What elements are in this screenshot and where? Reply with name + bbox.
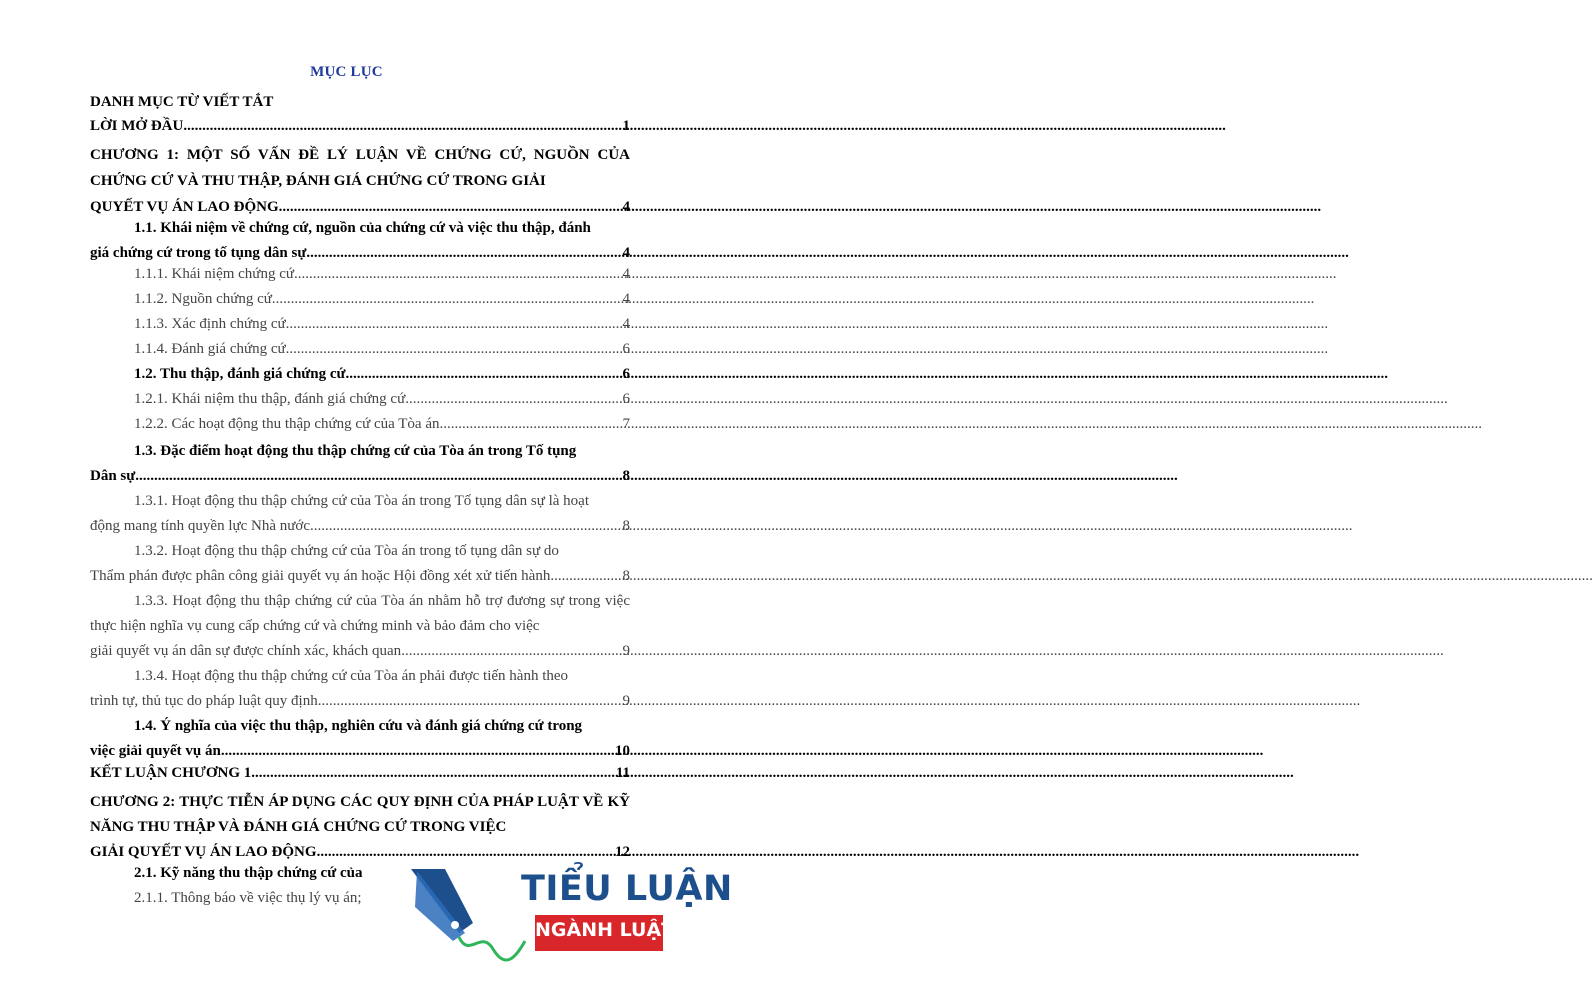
page-number: 6 [622,341,630,357]
logo-line-1: TIỂU LUẬN [521,869,733,909]
page-number: 8 [622,468,630,484]
page-number: 4 [622,316,630,332]
logo-line-2: NGÀNH LUẬT [535,919,675,941]
page-number: 7 [622,416,630,432]
page-number: 6 [622,391,630,407]
toc-entry-text: 1.2.2. Các hoạt động thu thập chứng cứ của Tòa án [134,416,440,432]
toc-entry-text: LỜI MỞ ĐẦU [90,118,184,134]
dot-leader [405,391,621,408]
toc-entry-text: 1.3.3. Hoạt động thu thập chứng cứ của Tòa án nhằm hỗ trợ đương sự trong việc thực hiện nghĩa vụ cung cấp chứng cứ và chứng minh và bảo đảm cho việc [90,593,630,634]
toc-entry-1-3-3[interactable] [90,589,630,664]
toc-entry-text-last-line: Thẩm phán được phân công giải quyết vụ án hoặc Hội đồng xét xử tiến hành [90,568,551,584]
page-number: 9 [622,693,630,709]
toc-entry-chapter-2[interactable] [90,790,630,865]
toc-entry-1-3[interactable] [90,439,630,489]
toc-entry-text-last-line: giá chứng cứ trong tố tụng dân sự [90,245,307,261]
dot-leader [346,366,622,383]
toc-entry-chapter-1[interactable] [90,142,630,220]
toc-entry-chapter-1-conclusion[interactable] [90,765,630,782]
toc-title: MỤC LỤC [310,64,383,80]
page-number: 8 [622,518,630,534]
toc-entry-1-1-4[interactable] [134,341,630,358]
dot-leader [135,464,621,489]
dot-leader [183,118,621,135]
page-number: 1 [622,118,630,134]
toc-entry-text: 1.2.1. Khái niệm thu thập, đánh giá chứng cứ [134,391,406,407]
page-number: 4 [622,291,630,307]
toc-entry-1-2[interactable] [134,366,630,383]
toc-entry-text: 1.4. Ý nghĩa của việc thu thập, nghiên cứu và đánh giá chứng cứ trong [134,718,583,734]
dot-leader [251,765,615,782]
toc-entry-text: 1.1.3. Xác định chứng cứ [134,316,286,332]
logo-banner [535,915,675,951]
toc-entry-text: 2.1. Kỹ năng thu thập chứng cứ của [134,865,363,881]
dot-leader [221,739,614,764]
toc-entry-abbreviations[interactable] [90,94,630,111]
toc-entry-text: KẾT LUẬN CHƯƠNG 1 [90,765,252,781]
dot-leader [318,689,622,714]
dot-leader [286,341,622,358]
dot-leader [306,241,621,266]
toc-entry-text: CHƯƠNG 1: MỘT SỐ VẤN ĐỀ LÝ LUẬN VỀ CHỨNG CỨ, NGUỒN CỦA CHỨNG CỨ VÀ THU THẬP, ĐÁNH GIÁ CHỨNG CỨ TRONG GIẢI [90,147,630,189]
page-number: 4 [622,199,630,215]
toc-entry-1-3-2[interactable] [90,539,630,589]
toc-entry-text: 1.1. Khái niệm về chứng cứ, nguồn của chứng cứ và việc thu thập, đánh [134,220,591,236]
toc-entry-1-1-2[interactable] [134,291,630,308]
toc-entry-text: CHƯƠNG 2: THỰC TIỄN ÁP DỤNG CÁC QUY ĐỊNH CỦA PHÁP LUẬT VỀ KỸ NĂNG THU THẬP VÀ ĐÁNH GIÁ CHỨNG CỨ TRONG VIỆC [90,794,630,835]
toc-entry-text-last-line: động mang tính quyền lực Nhà nước [90,518,310,534]
dot-leader [294,266,622,283]
toc-entry-1-4[interactable] [90,714,630,764]
toc-entry-text: 1.3.2. Hoạt động thu thập chứng cứ của Tòa án trong tố tụng dân sự do [134,543,559,559]
toc-entry-text: 1.3. Đặc điểm hoạt động thu thập chứng cứ của Tòa án trong Tố tụng [134,443,577,459]
toc-entry-text-last-line: GIẢI QUYẾT VỤ ÁN LAO ĐỘNG [90,844,317,860]
toc-entry-1-2-2[interactable] [134,416,630,433]
toc-entry-introduction[interactable] [90,118,630,135]
toc-entry-text: 1.2. Thu thập, đánh giá chứng cứ [134,366,346,382]
toc-entry-text: 1.1.2. Nguồn chứng cứ [134,291,272,307]
dot-leader [286,316,622,333]
dot-leader [550,564,621,589]
toc-entry-text: 1.3.1. Hoạt động thu thập chứng cứ của Tòa án trong Tố tụng dân sự là hoạt [134,493,589,509]
page-number: 8 [622,568,630,584]
page-number: 9 [622,643,630,659]
page-number: 6 [622,366,630,382]
page-number: 4 [622,266,630,282]
toc-entry-text: 1.3.4. Hoạt động thu thập chứng cứ của Tòa án phải được tiến hành theo [134,668,569,684]
toc-entry-text-last-line: giải quyết vụ án dân sự được chính xác, khách quan [90,643,402,659]
dot-leader [310,514,622,539]
dot-leader [272,291,622,308]
toc-entry-text-last-line: việc giải quyết vụ án [90,743,221,759]
dot-leader [440,416,622,433]
toc-entry-1-2-1[interactable] [134,391,630,408]
toc-entry-1-3-4[interactable] [90,664,630,714]
page-number: 10 [615,743,630,759]
toc-entry-text: 2.1.1. Thông báo về việc thụ lý vụ án; [134,890,362,906]
toc-entry-1-1[interactable] [90,216,630,266]
brand-logo [403,863,733,981]
toc-entry-1-1-3[interactable] [134,316,630,333]
toc-entry-1-1-1[interactable] [134,266,630,283]
toc-entry-text-last-line: Dân sự [90,468,136,484]
toc-entry-text: 1.1.1. Khái niệm chứng cứ [134,266,294,282]
toc-entry-text: 1.1.4. Đánh giá chứng cứ [134,341,286,357]
dot-leader [401,639,621,664]
dot-leader [317,840,614,865]
toc-entry-text-last-line: trình tự, thủ tục do pháp luật quy định [90,693,318,709]
page-number: 12 [615,844,630,860]
toc-entry-text-last-line: QUYẾT VỤ ÁN LAO ĐỘNG [90,199,279,215]
toc-entry-1-3-1[interactable] [90,489,630,539]
page-number: 11 [615,765,630,781]
toc-entry-text: DANH MỤC TỪ VIẾT TẮT [90,94,274,110]
page-number: 4 [622,245,630,261]
